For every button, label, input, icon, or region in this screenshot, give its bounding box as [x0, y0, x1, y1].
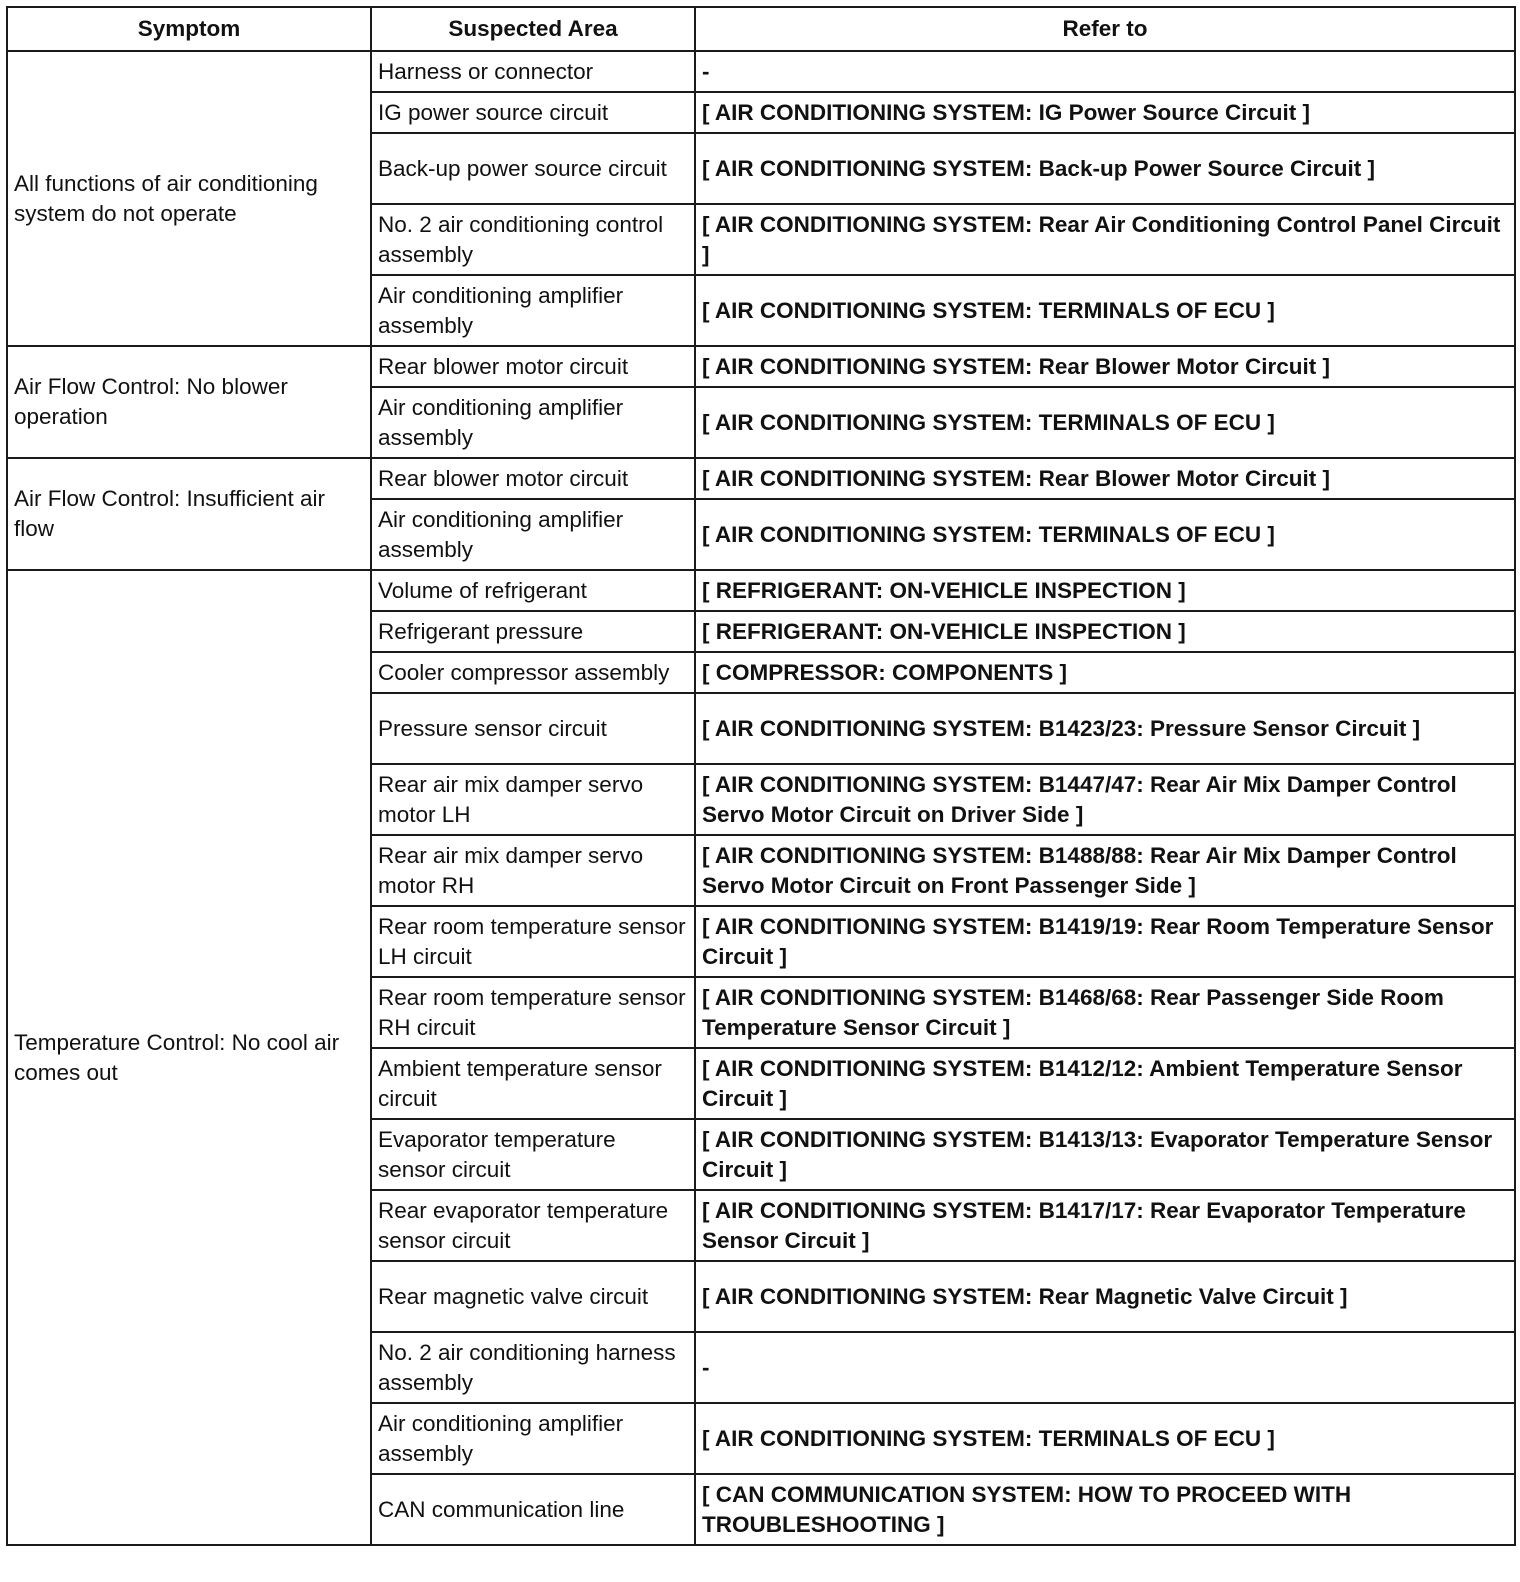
refer-to-cell: [ AIR CONDITIONING SYSTEM: B1447/47: Rear Air Mix Damper Control Servo Motor Circuit on Driver Side ] — [695, 764, 1515, 835]
refer-to-cell: [ AIR CONDITIONING SYSTEM: IG Power Source Circuit ] — [695, 92, 1515, 133]
suspected-area-cell: Harness or connector — [371, 51, 695, 92]
suspected-area-cell: Air conditioning amplifier assembly — [371, 275, 695, 346]
suspected-area-cell: No. 2 air conditioning control assembly — [371, 204, 695, 275]
refer-to-cell: [ REFRIGERANT: ON-VEHICLE INSPECTION ] — [695, 611, 1515, 652]
suspected-area-cell: Air conditioning amplifier assembly — [371, 1403, 695, 1474]
suspected-area-cell: IG power source circuit — [371, 92, 695, 133]
header-suspected-area: Suspected Area — [371, 7, 695, 51]
refer-to-cell: [ AIR CONDITIONING SYSTEM: B1417/17: Rear Evaporator Temperature Sensor Circuit ] — [695, 1190, 1515, 1261]
table-body — [7, 51, 1515, 1545]
refer-to-cell: [ AIR CONDITIONING SYSTEM: TERMINALS OF ECU ] — [695, 499, 1515, 570]
suspected-area-cell: No. 2 air conditioning harness assembly — [371, 1332, 695, 1403]
refer-to-cell: [ AIR CONDITIONING SYSTEM: TERMINALS OF ECU ] — [695, 1403, 1515, 1474]
refer-to-cell: - — [695, 51, 1515, 92]
troubleshooting-table — [6, 6, 1516, 1546]
table-row — [7, 51, 1515, 92]
refer-to-cell: [ AIR CONDITIONING SYSTEM: Rear Blower Motor Circuit ] — [695, 458, 1515, 499]
refer-to-cell: [ AIR CONDITIONING SYSTEM: TERMINALS OF ECU ] — [695, 275, 1515, 346]
refer-to-cell: [ CAN COMMUNICATION SYSTEM: HOW TO PROCEED WITH TROUBLESHOOTING ] — [695, 1474, 1515, 1545]
refer-to-cell: [ AIR CONDITIONING SYSTEM: B1488/88: Rear Air Mix Damper Control Servo Motor Circuit on Front Passenger Side ] — [695, 835, 1515, 906]
symptom-cell: Air Flow Control: No blower operation — [7, 346, 371, 458]
suspected-area-cell: Rear air mix damper servo motor LH — [371, 764, 695, 835]
suspected-area-cell: Pressure sensor circuit — [371, 693, 695, 764]
refer-to-cell: [ AIR CONDITIONING SYSTEM: Rear Blower Motor Circuit ] — [695, 346, 1515, 387]
refer-to-cell: [ AIR CONDITIONING SYSTEM: B1413/13: Evaporator Temperature Sensor Circuit ] — [695, 1119, 1515, 1190]
refer-to-cell: [ AIR CONDITIONING SYSTEM: Rear Magnetic Valve Circuit ] — [695, 1261, 1515, 1332]
suspected-area-cell: Back-up power source circuit — [371, 133, 695, 204]
refer-to-cell: [ AIR CONDITIONING SYSTEM: TERMINALS OF ECU ] — [695, 387, 1515, 458]
symptom-cell: All functions of air conditioning system do not operate — [7, 51, 371, 346]
symptom-cell: Air Flow Control: Insufficient air flow — [7, 458, 371, 570]
refer-to-cell: [ COMPRESSOR: COMPONENTS ] — [695, 652, 1515, 693]
suspected-area-cell: Volume of refrigerant — [371, 570, 695, 611]
refer-to-cell: [ AIR CONDITIONING SYSTEM: Rear Air Conditioning Control Panel Circuit ] — [695, 204, 1515, 275]
refer-to-cell: [ AIR CONDITIONING SYSTEM: B1423/23: Pressure Sensor Circuit ] — [695, 693, 1515, 764]
symptom-cell: Temperature Control: No cool air comes out — [7, 570, 371, 1545]
suspected-area-cell: Rear blower motor circuit — [371, 346, 695, 387]
table-row — [7, 570, 1515, 611]
table-row — [7, 458, 1515, 499]
refer-to-cell: [ AIR CONDITIONING SYSTEM: B1468/68: Rear Passenger Side Room Temperature Sensor Circuit ] — [695, 977, 1515, 1048]
suspected-area-cell: Ambient temperature sensor circuit — [371, 1048, 695, 1119]
suspected-area-cell: CAN communication line — [371, 1474, 695, 1545]
suspected-area-cell: Rear room temperature sensor RH circuit — [371, 977, 695, 1048]
suspected-area-cell: Air conditioning amplifier assembly — [371, 387, 695, 458]
suspected-area-cell: Rear evaporator temperature sensor circuit — [371, 1190, 695, 1261]
refer-to-cell: [ AIR CONDITIONING SYSTEM: B1419/19: Rear Room Temperature Sensor Circuit ] — [695, 906, 1515, 977]
suspected-area-cell: Cooler compressor assembly — [371, 652, 695, 693]
suspected-area-cell: Refrigerant pressure — [371, 611, 695, 652]
refer-to-cell: [ REFRIGERANT: ON-VEHICLE INSPECTION ] — [695, 570, 1515, 611]
suspected-area-cell: Rear room temperature sensor LH circuit — [371, 906, 695, 977]
suspected-area-cell: Rear blower motor circuit — [371, 458, 695, 499]
suspected-area-cell: Rear air mix damper servo motor RH — [371, 835, 695, 906]
header-refer-to: Refer to — [695, 7, 1515, 51]
suspected-area-cell: Air conditioning amplifier assembly — [371, 499, 695, 570]
suspected-area-cell: Evaporator temperature sensor circuit — [371, 1119, 695, 1190]
header-symptom: Symptom — [7, 7, 371, 51]
header-row — [7, 7, 1515, 51]
suspected-area-cell: Rear magnetic valve circuit — [371, 1261, 695, 1332]
refer-to-cell: [ AIR CONDITIONING SYSTEM: Back-up Power Source Circuit ] — [695, 133, 1515, 204]
table-row — [7, 346, 1515, 387]
refer-to-cell: - — [695, 1332, 1515, 1403]
refer-to-cell: [ AIR CONDITIONING SYSTEM: B1412/12: Ambient Temperature Sensor Circuit ] — [695, 1048, 1515, 1119]
